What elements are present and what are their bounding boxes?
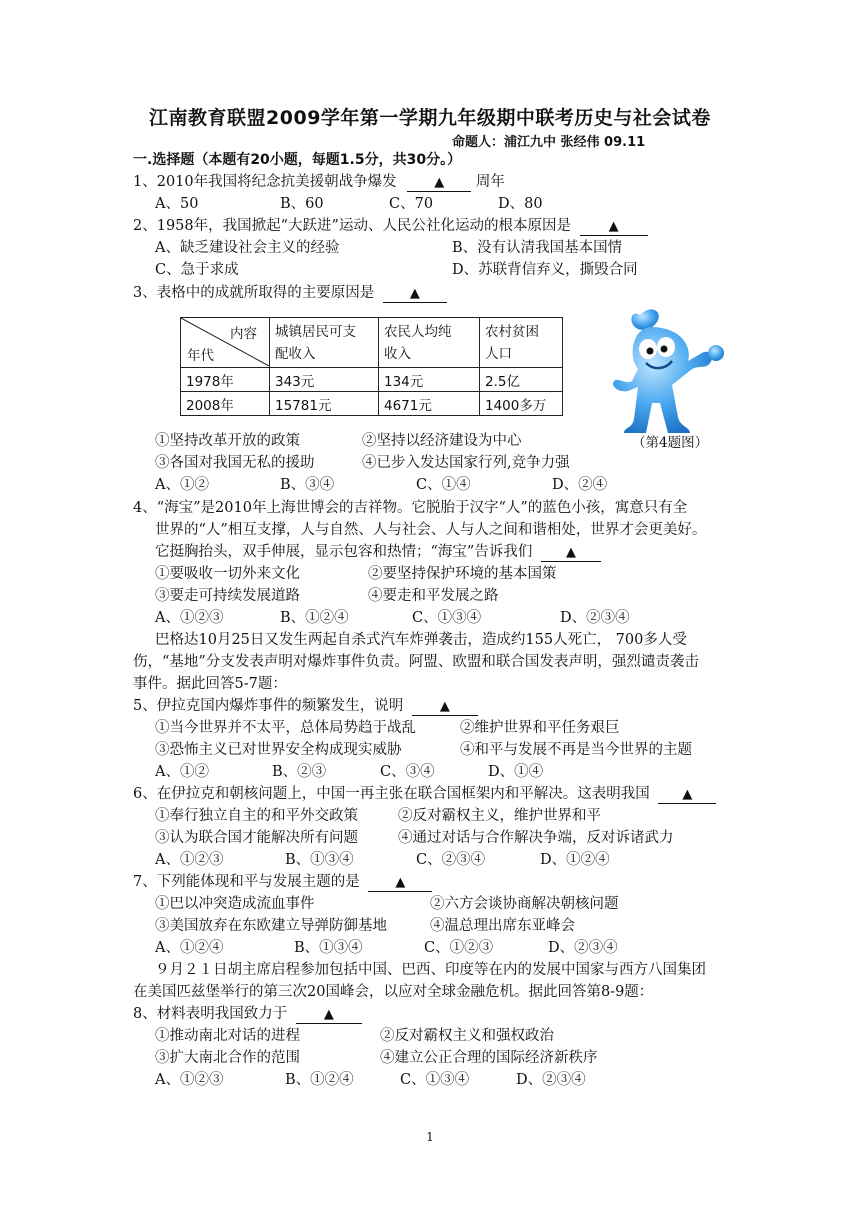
table-cell: 4671元 [379, 392, 480, 416]
answer-blank: ▲ [658, 786, 716, 804]
q6-item-4: ④通过对话与合作解决争端，反对诉诸武力 [398, 830, 674, 846]
q4-line-3 [155, 542, 601, 562]
q5-item-3: ③恐怖主义已对世界安全构成现实威胁 [155, 742, 402, 758]
q1-stem: 1、2010年我国将纪念抗美援朝战争爆发 [133, 174, 397, 190]
table-corner-cell [181, 318, 270, 368]
author-line: 命题人：浦江九中 张经伟 09.11 [452, 135, 646, 150]
material-paragraph-line: 事件。据此回答5-7题： [133, 676, 287, 692]
answer-blank: ▲ [412, 698, 478, 716]
q4-option-c: C、①③④ [412, 610, 482, 626]
table-cell: 1400多万 [480, 392, 563, 416]
q4-item-1: ①要吸收一切外来文化 [155, 566, 300, 582]
table-cell: 1978年 [181, 368, 270, 392]
page-number: 1 [426, 1130, 434, 1144]
q1-stem-end: 周年 [475, 174, 505, 190]
page-title: 江南教育联盟2009学年第一学期九年级期中联考历史与社会试卷 [149, 107, 711, 129]
question-2 [133, 216, 648, 236]
answer-blank: ▲ [541, 544, 601, 562]
q1-option-b: B、60 [280, 196, 324, 212]
q5-option-b: B、②③ [272, 764, 327, 780]
answer-blank: ▲ [407, 174, 471, 192]
q2-option-d: D、苏联背信弃义，撕毁合同 [452, 262, 638, 278]
q4-option-a: A、①②③ [155, 610, 224, 626]
answer-blank: ▲ [580, 218, 648, 236]
q5-item-1: ①当今世界并不太平，总体局势趋于战乱 [155, 720, 416, 736]
q5-option-c: C、③④ [380, 764, 435, 780]
material-paragraph-line: 在美国匹兹堡举行的第三次20国峰会，以应对全球金融危机。据此回答第8-9题： [133, 984, 654, 1000]
q4-item-4: ④要走和平发展之路 [368, 588, 499, 604]
answer-blank: ▲ [383, 285, 447, 303]
header-line: 农村贫困 [485, 323, 539, 340]
q6-option-d: D、①②④ [540, 852, 610, 868]
q6-item-3: ③认为联合国才能解决所有问题 [155, 830, 358, 846]
q8-item-4: ④建立公正合理的国际经济新秩序 [380, 1050, 598, 1066]
q3-option-c: C、①④ [416, 477, 471, 493]
q6-option-a: A、①②③ [155, 852, 224, 868]
q1-option-c: C、70 [389, 196, 434, 212]
material-paragraph-line: 伤，“基地”分支发表声明对爆炸事件负责。阿盟、欧盟和联合国发表声明，强烈谴责袭击 [133, 654, 699, 670]
q8-item-3: ③扩大南北合作的范围 [155, 1050, 300, 1066]
q2-stem: 2、1958年，我国掀起“大跃进”运动、人民公社化运动的根本原因是 [133, 218, 571, 234]
q8-item-2: ②反对霸权主义和强权政治 [380, 1028, 554, 1044]
table-cell: 2.5亿 [480, 368, 563, 392]
table-header-cell [480, 318, 563, 368]
q5-item-4: ④和平与发展不再是当今世界的主题 [460, 742, 692, 758]
q3-item-1: ①坚持改革开放的政策 [155, 433, 300, 449]
question-1 [133, 172, 505, 192]
table-cell: 2008年 [181, 392, 270, 416]
q1-option-d: D、80 [498, 196, 543, 212]
income-table [180, 317, 563, 416]
q3-option-a: A、①② [155, 477, 209, 493]
q2-option-a: A、缺乏建设社会主义的经验 [155, 240, 340, 256]
table-header-cell [270, 318, 379, 368]
header-line: 农民人均纯 [384, 323, 452, 340]
q7-item-3: ③美国放弃在东欧建立导弹防御基地 [155, 918, 387, 934]
q6-option-c: C、②③④ [416, 852, 486, 868]
q3-item-4: ④已步入发达国家行列,竞争力强 [362, 455, 570, 471]
q7-option-c: C、①②③ [424, 940, 494, 956]
table-header-cell [379, 318, 480, 368]
corner-top-label: 内容 [230, 326, 257, 342]
answer-blank: ▲ [368, 874, 432, 892]
q8-option-b: B、①②④ [285, 1072, 354, 1088]
q3-stem: 3、表格中的成就所取得的主要原因是 [133, 285, 375, 301]
q6-item-2: ②反对霸权主义，维护世界和平 [398, 808, 601, 824]
header-line: 配收入 [275, 345, 316, 362]
q7-item-2: ②六方会谈协商解决朝核问题 [430, 896, 619, 912]
q8-option-d: D、②③④ [516, 1072, 586, 1088]
q6-item-1: ①奉行独立自主的和平外交政策 [155, 808, 358, 824]
table-row [181, 368, 563, 392]
table-cell: 134元 [379, 368, 480, 392]
q7-option-b: B、①③④ [294, 940, 363, 956]
table-cell: 343元 [270, 368, 379, 392]
q4-option-d: D、②③④ [560, 610, 630, 626]
q3-item-3: ③各国对我国无私的援助 [155, 455, 315, 471]
q7-item-4: ④温总理出席东亚峰会 [430, 918, 575, 934]
header-line: 城镇居民可支 [275, 323, 356, 340]
corner-bottom-label: 年代 [187, 348, 214, 364]
q3-option-d: D、②④ [552, 477, 608, 493]
q2-option-c: C、急于求成 [155, 262, 239, 278]
question-5 [133, 696, 478, 716]
question-6 [133, 784, 716, 804]
q5-option-d: D、①④ [488, 764, 544, 780]
q5-item-2: ②维护世界和平任务艰巨 [460, 720, 620, 736]
q8-option-a: A、①②③ [155, 1072, 224, 1088]
question-3 [133, 283, 447, 303]
figure-caption: （第4题图） [632, 435, 709, 451]
q6-option-b: B、①③④ [285, 852, 354, 868]
q8-option-c: C、①③④ [400, 1072, 470, 1088]
q7-item-1: ①巴以冲突造成流血事件 [155, 896, 315, 912]
q4-line-1: 4、“海宝”是2010年上海世博会的吉祥物。它脱胎于汉字“人”的蓝色小孩，寓意只有全 [133, 500, 688, 516]
header-line: 收入 [384, 345, 411, 362]
section-heading: 一.选择题（本题有20小题，每题1.5分，共30分。） [133, 152, 462, 168]
material-paragraph-line: 巴格达10月25日又发生两起自杀式汽车炸弹袭击，造成约155人死亡， 700多人受 [155, 632, 687, 648]
question-8 [133, 1004, 362, 1024]
table-row [181, 392, 563, 416]
q6-stem: 6、在伊拉克和朝核问题上，中国一再主张在联合国框架内和平解决。这表明我国 [133, 786, 650, 802]
question-7 [133, 872, 432, 892]
q8-item-1: ①推动南北对话的进程 [155, 1028, 300, 1044]
haibao-mascot-image [610, 307, 740, 435]
q3-option-b: B、③④ [280, 477, 335, 493]
material-paragraph-line: ９月２１日胡主席启程参加包括中国、巴西、印度等在内的发展中国家与西方八国集团 [155, 962, 706, 978]
q4-item-3: ③要走可持续发展道路 [155, 588, 300, 604]
q4-line-2: 世界的“人”相互支撑，人与自然、人与社会、人与人之间和谐相处，世界才会更美好。 [155, 522, 707, 538]
q5-stem: 5、伊拉克国内爆炸事件的频繁发生，说明 [133, 698, 404, 714]
answer-blank: ▲ [296, 1006, 362, 1024]
q8-stem: 8、材料表明我国致力于 [133, 1006, 288, 1022]
q3-item-2: ②坚持以经济建设为中心 [362, 433, 522, 449]
q4-stem: 它挺胸抬头，双手伸展，显示包容和热情；“海宝”告诉我们 [155, 544, 533, 560]
header-line: 人口 [485, 345, 512, 362]
q2-option-b: B、没有认清我国基本国情 [452, 240, 623, 256]
table-cell: 15781元 [270, 392, 379, 416]
q5-option-a: A、①② [155, 764, 209, 780]
q7-option-a: A、①②④ [155, 940, 224, 956]
q4-option-b: B、①②④ [280, 610, 349, 626]
q1-option-a: A、50 [155, 196, 199, 212]
q7-stem: 7、下列能体现和平与发展主题的是 [133, 874, 360, 890]
q4-item-2: ②要坚持保护环境的基本国策 [368, 566, 557, 582]
q7-option-d: D、②③④ [548, 940, 618, 956]
